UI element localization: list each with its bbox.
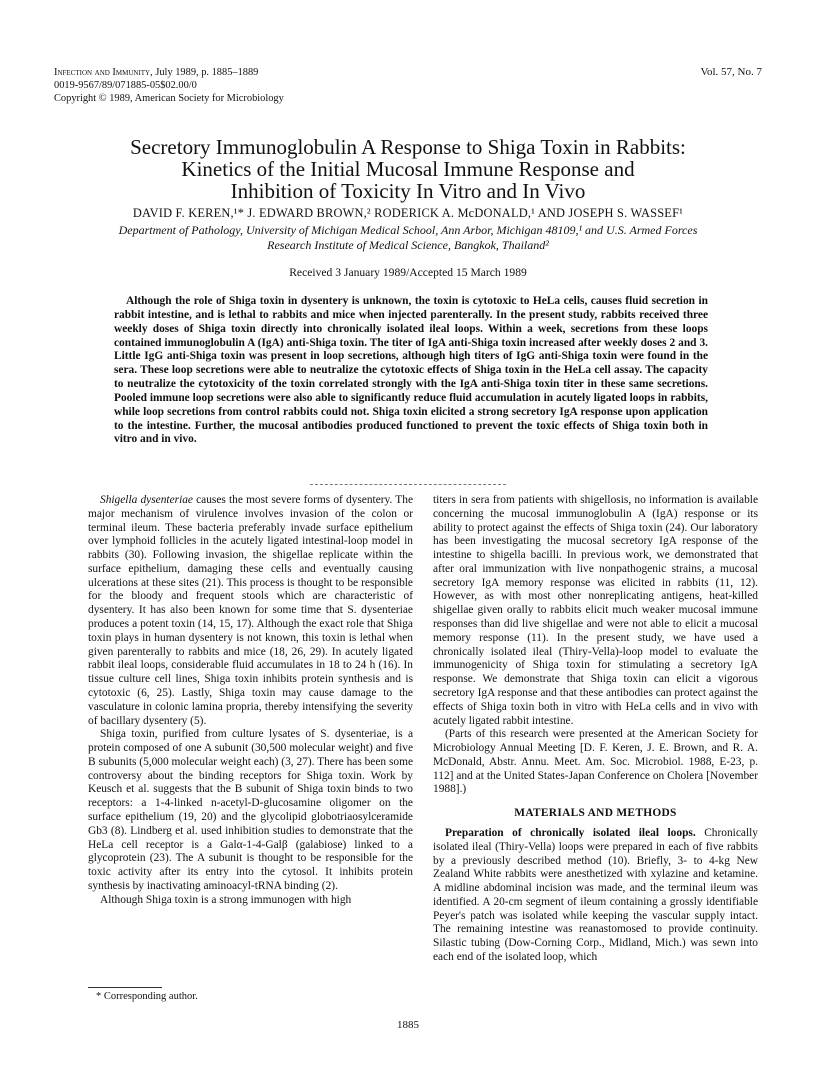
- methods-paragraph-1: Preparation of chronically isolated ileal loops. Chronically isolated ileal (Thiry-Vella) loops were prepared in each of five rabbits by a previously described method (10). Briefly, 3- to 4-kg New Zealand White rabbits were anesthetized with xylazine and ketamine. A midline abdominal incision was made, and the terminal ileum was identified. A 20-cm segment of ileum containing a grossly identifiable Peyer's patch was isolated while keeping the vascular supply intact. The remaining intestine was reanastomosed to provide continuity. Silastic tubing (Dow-Corning Corp., Midland, Mich.) was sewn into each end of the isolated loop, which: [433, 826, 758, 963]
- abstract: Although the role of Shiga toxin in dysentery is unknown, the toxin is cytotoxic to HeLa cells, causes fluid secretion in rabbit intestine, and is lethal to rabbits and mice when injected parenterally. In the present study, rabbits received three weekly doses of Shiga toxin directly into chronically isolated ileal loops. Within a week, secretions from these loops contained immunoglobulin A (IgA) anti-Shiga toxin. The titer of IgA anti-Shiga toxin increased after weekly doses 2 and 3. Little IgG anti-Shiga toxin was present in loop secretions, although high titers of IgG anti-Shiga toxin were found in the sera. These loop secretions were able to neutralize the cytotoxic effects of Shiga toxin in the HeLa cell assay. The capacity to neutralize the cytotoxicity of the toxin correlated strongly with the IgA anti-Shiga toxin titer in these same secretions. Pooled immune loop secretions were also able to significantly reduce fluid accumulation in acutely ligated loops in rabbits, while loop secretions from control rabbits could not. Shiga toxin elicited a strong secretory IgA response upon application to the intestine. Further, the mucosal antibodies produced functioned to prevent the toxic effects of Shiga toxin both in vitro and in vivo.: [114, 295, 708, 446]
- section-heading-methods: MATERIALS AND METHODS: [514, 807, 677, 820]
- intro-paragraph-2: Shiga toxin, purified from culture lysates of S. dysenteriae, is a protein composed of one A subunit (30,500 molecular weight) and five B subunits (5,000 molecular weight each) (3, 27). There has been some controversy about the binding receptors for Shiga toxin. Work by Keusch et al. suggests that the B subunit of Shiga toxin binds to two receptors: a 1-4-linked n-acetyl-D-glucosamine oligomer on the surface epithelium (19, 20) and the glycolipid globotriaosylceramide Gb3 (8). Lindberg et al. used inhibition studies to demonstrate that the HeLa cell receptor is a Galα-1-4-Galβ (galabiose) linked to a glycoprotein (23). The A subunit is thought to be responsible for the toxic activity after its entry into the cytosol. It inhibits protein synthesis by inactivating aminoacyl-tRNA binding (2).: [88, 728, 413, 892]
- author-list: DAVID F. KEREN,¹* J. EDWARD BROWN,² RODERICK A. McDONALD,¹ AND JOSEPH S. WASSEF¹: [132, 206, 684, 220]
- left-column: [88, 494, 413, 907]
- right-column: [433, 494, 758, 965]
- species-name: Shigella dysenteriae: [100, 494, 193, 506]
- intro-paragraph-3: Although Shiga toxin is a strong immunogen with high: [100, 893, 352, 906]
- title-line-3: Inhibition of Toxicity In Vitro and In Vivo: [230, 179, 586, 203]
- abstract-divider: [310, 484, 506, 485]
- page-number: 1885: [397, 1019, 419, 1031]
- intro-paragraph-4: titers in sera from patients with shigellosis, no information is available concerning the mucosal immunoglobulin A (IgA) response or its ability to protect against the effects of Shiga toxin (24). Our laboratory has been investigating the mucosal secretory IgA response of the intestine to shigella bacilli. In previous work, we demonstrated that after oral immunization with live nonpathogenic strains, a mucosal secretory IgA memory response was elicited in rabbits (11, 12). However, as with most other nonreplicating antigens, heat-killed shigellae given orally to rabbits elicit much weaker mucosal immune responses than did live shigellae and were not able to elicit a mucosal memory response (11). In the present study, we have used a chronically isolated ileal (Thiry-Vella)-loop model to evaluate the immunogenicity of Shiga toxin for stimulating a secretory IgA response. We demonstrate that Shiga toxin can elicit a vigorous secretory IgA response and that these antibodies can protect against the effects of Shiga toxin both in vitro with HeLa cells and in vivo with acutely ligated rabbit intestine.: [433, 494, 758, 727]
- title-line-2: Kinetics of the Initial Mucosal Immune Response and: [181, 157, 635, 181]
- article-title: [70, 136, 746, 202]
- copyright-line: Copyright © 1989, American Society for Microbiology: [54, 93, 284, 105]
- journal-name: Infection and Immunity: [54, 67, 151, 78]
- volume-number: Vol. 57, No. 7: [700, 66, 762, 78]
- affiliation-line-2: Research Institute of Medical Science, Bangkok, Thailand²: [267, 238, 549, 252]
- footnote: * Corresponding author.: [96, 991, 198, 1002]
- footnote-rule: [88, 987, 162, 988]
- subsection-heading: Preparation of chronically isolated ileal loops.: [445, 826, 696, 839]
- intro-paragraph-1: Shigella dysenteriae causes the most severe forms of dysentery. The major mechanism of virulence involves invasion of the colon or terminal ileum. These bacteria preferably invade surface epithelium over lymphoid follicles in the acutely ligated intestinal-loop model in rabbits (30). Following invasion, the shigellae replicate within the surface epithelium, damaging these cells and eventually causing ulcerations at these sites (21). This process is thought to be responsible for the bloody and frequent stools which are characteristic of dysentery. It has also been known for some time that S. dysenteriae produces a potent toxin (14, 15, 17). Although the exact role that Shiga toxin plays in human dysentery is not known, this toxin is lethal when given parenterally to rabbits and mice (18, 26, 29). In acutely ligated rabbit ileal loops, considerable fluid accumulates in 18 to 24 h (16). In tissue culture cell lines, Shiga toxin inhibits protein synthesis and is cytotoxic (6, 25). Lastly, Shiga toxin may cause damage to the vasculature in colonic lamina propria, thereby intensifying the severity of bacillary dysentery (5).: [88, 494, 413, 727]
- title-line-1: Secretory Immunoglobulin A Response to Shiga Toxin in Rabbits:: [130, 135, 686, 159]
- affiliations: [80, 223, 736, 253]
- issue-date-pages: , July 1989, p. 1885–1889: [150, 67, 259, 78]
- affiliation-line-1: Department of Pathology, University of Michigan Medical School, Ann Arbor, Michigan 48109,¹ and U.S. Armed Forces: [118, 223, 698, 237]
- presentation-note: (Parts of this research were presented at the American Society for Microbiology Annual Meeting [D. F. Keren, J. E. Brown, and R. A. McDonald, Abstr. Annu. Meet. Am. Soc. Microbiol. 1988, E-23, p. 112] and at the United States-Japan Conference on Cholera [November 1988].): [433, 728, 758, 796]
- journal-header: [54, 66, 762, 106]
- received-dates: Received 3 January 1989/Accepted 15 March 1989: [289, 266, 527, 279]
- article-code: 0019-9567/89/071885-05$02.00/0: [54, 80, 197, 92]
